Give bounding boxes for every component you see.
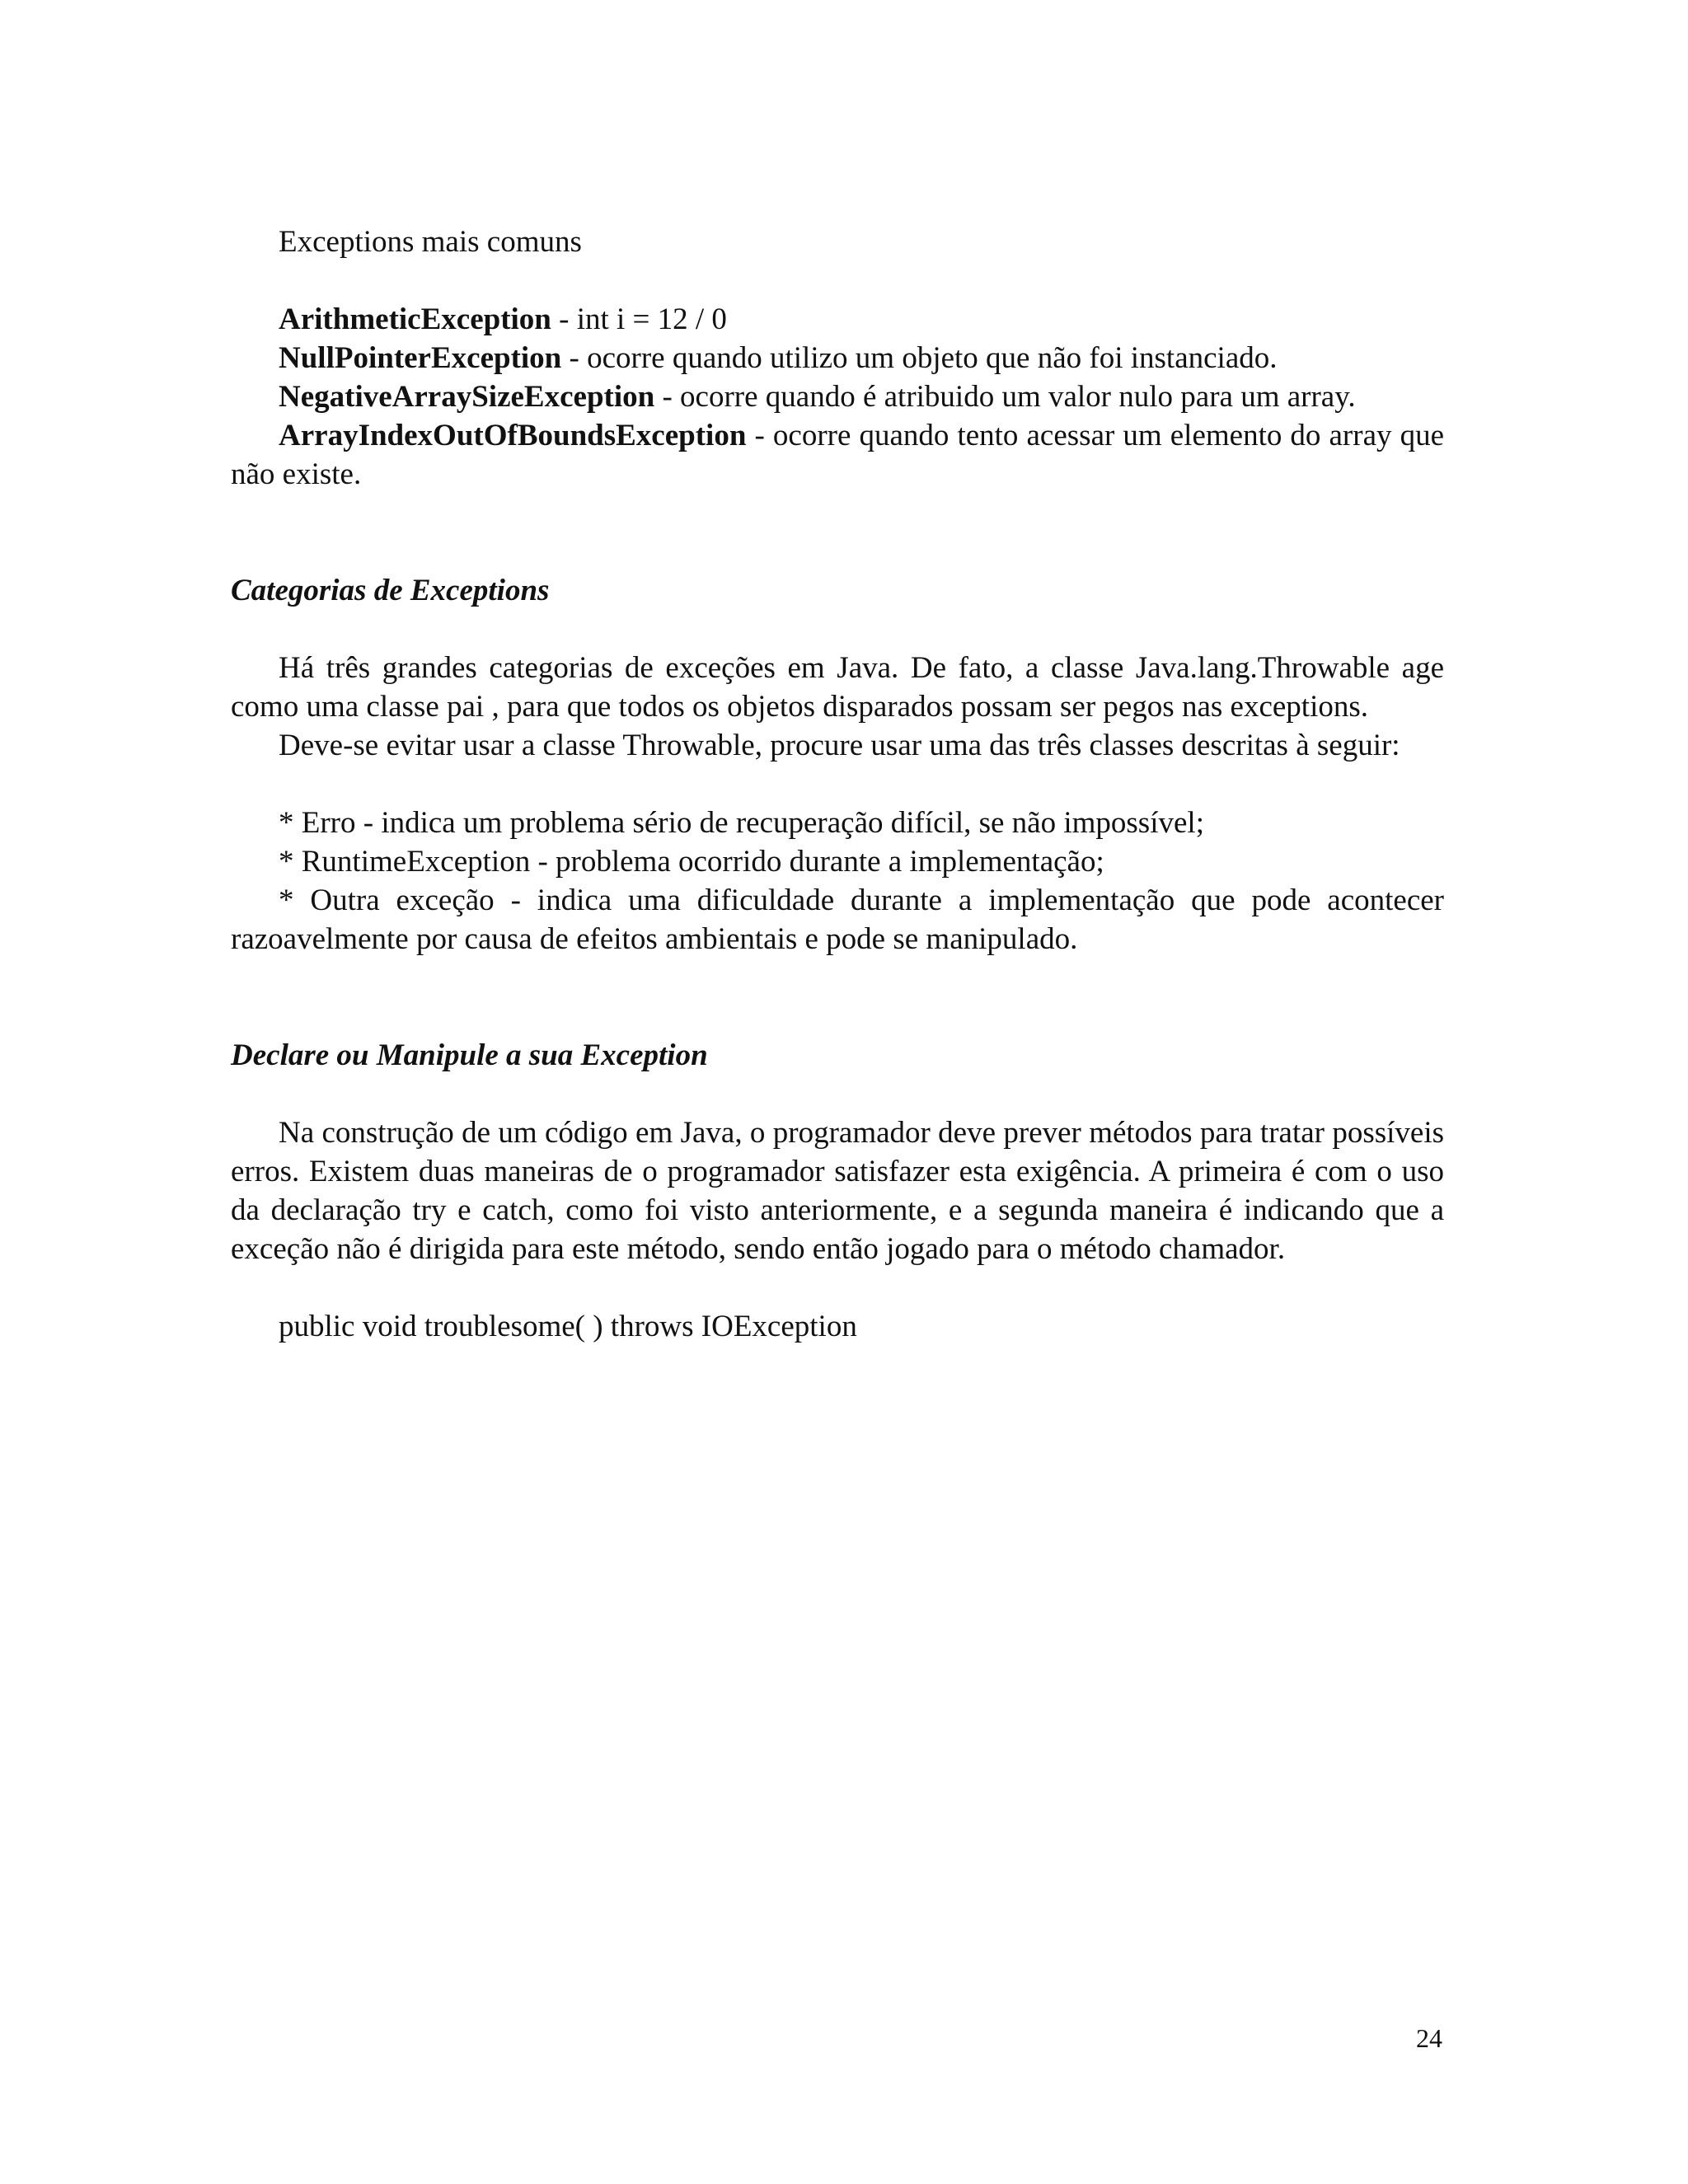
section-heading-declare: Declare ou Manipule a sua Exception xyxy=(231,1038,708,1072)
document-page xyxy=(231,223,1444,1346)
exception-name: ArrayIndexOutOfBoundsException xyxy=(279,419,747,452)
paragraph: Há três grandes categorias de exceções em Java. De fato, a classe Java.lang.Throwable age como uma classe pai , para que todos os objetos disparados possam ser pegos nas exceptions. xyxy=(231,651,1444,724)
list-item: * Erro - indica um problema sério de recuperação difícil, se não impossível; xyxy=(279,806,1204,840)
exception-name: NegativeArraySizeException xyxy=(279,380,655,414)
spacer xyxy=(231,958,1444,1036)
spacer xyxy=(231,494,1444,571)
list-item: * RuntimeException - problema ocorrido durante a implementação; xyxy=(279,845,1104,879)
list-item: * Outra exceção - indica uma dificuldade durante a implementação que pode acontecer razoavelmente por causa de efeitos ambientais e pode se manipulado. xyxy=(231,883,1444,956)
page-number: 24 xyxy=(1416,2023,1442,2053)
section-heading-categorias: Categorias de Exceptions xyxy=(231,574,550,607)
exception-desc: - int i = 12 / 0 xyxy=(551,302,727,336)
exception-item-negativearraysize xyxy=(231,377,1444,416)
paragraph: Na construção de um código em Java, o programador deve prever métodos para tratar possíveis erros. Existem duas maneiras de o programador satisfazer esta exigência. A primeira é com o uso da declaração try e catch, como foi visto anteriormente, e a segunda maneira é indicando que a exceção não é dirigida para este método, sendo então jogado para o método chamador. xyxy=(231,1116,1444,1266)
exceptions-intro: Exceptions mais comuns xyxy=(279,225,582,259)
code-line: public void troublesome( ) throws IOException xyxy=(279,1310,857,1343)
spacer xyxy=(231,1075,1444,1113)
spacer xyxy=(231,261,1444,300)
exception-name: ArithmeticException xyxy=(279,302,551,336)
exception-item-arithmetic xyxy=(231,300,1444,339)
spacer xyxy=(231,1268,1444,1307)
exception-name: NullPointerException xyxy=(279,341,562,375)
exception-item-arrayindex xyxy=(231,416,1444,494)
exception-desc: - ocorre quando é atribuido um valor nulo para um array. xyxy=(654,380,1356,414)
spacer xyxy=(231,610,1444,649)
exception-desc: - ocorre quando utilizo um objeto que não foi instanciado. xyxy=(561,341,1278,375)
spacer xyxy=(231,765,1444,804)
paragraph: Deve-se evitar usar a classe Throwable, procure usar uma das três classes descritas à seguir: xyxy=(279,729,1400,762)
exception-desc: - ocorre quando tento acessar um elemento do array que não existe. xyxy=(231,419,1444,491)
exception-item-nullpointer xyxy=(231,339,1444,377)
